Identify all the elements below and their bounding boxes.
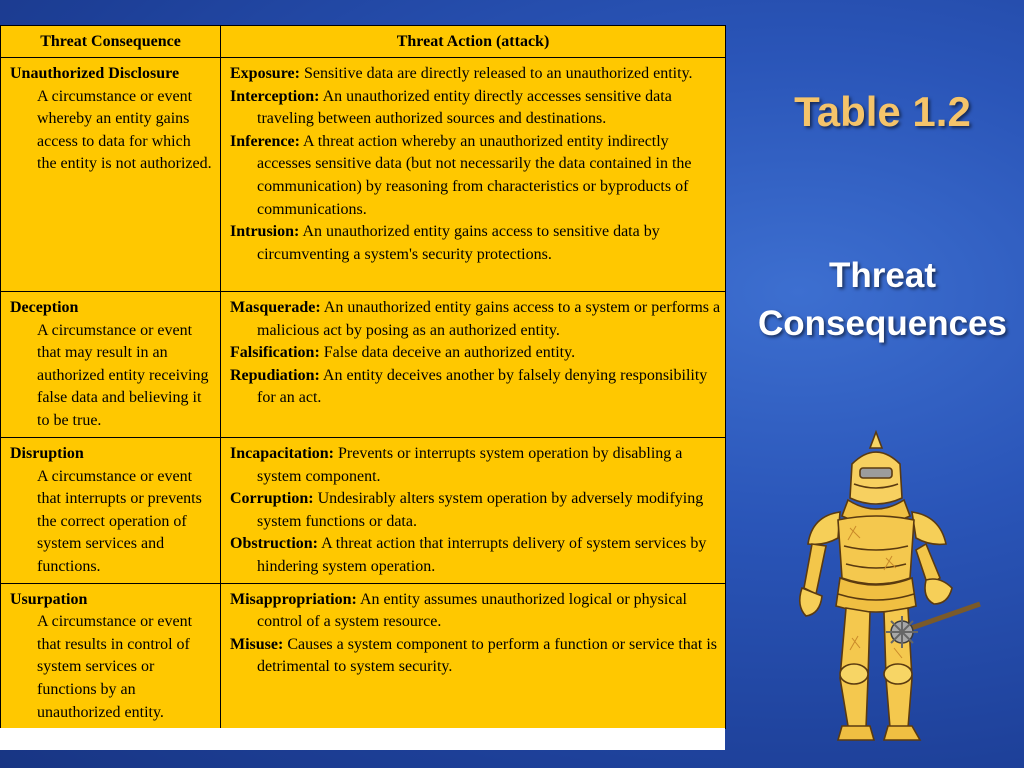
- threat-action: [230, 63, 721, 86]
- consequence-description: A circumstance or event whereby an entity gains access to data for which the entity is not authorized.: [37, 87, 212, 173]
- action-text: An unauthorized entity gains access to a system or performs a malicious act by posing as an authorized entity.: [257, 299, 721, 339]
- threat-action: [230, 488, 721, 533]
- action-name: Inference:: [230, 132, 300, 150]
- header-threat-action: Threat Action (attack): [221, 26, 726, 58]
- threat-action: [230, 131, 721, 221]
- table-row: [1, 292, 726, 438]
- actions-cell: [221, 583, 726, 729]
- action-text: An unauthorized entity directly accesses sensitive data traveling between authorized sources and destinations.: [257, 87, 672, 128]
- threat-action: [230, 443, 721, 488]
- slide-subtitle: [740, 252, 1024, 348]
- slide-title: Table 1.2: [794, 88, 971, 135]
- threat-action: [230, 634, 721, 679]
- action-text: Causes a system component to perform a function or service that is detrimental to system security.: [257, 635, 717, 676]
- consequence-cell: [1, 292, 221, 438]
- subtitle-line-1: Threat: [829, 256, 936, 295]
- actions-cell: [221, 58, 726, 292]
- table-header-row: [1, 26, 726, 58]
- actions-cell: [221, 292, 726, 438]
- table-bottom-strip: [0, 728, 725, 750]
- consequence-name: Disruption: [10, 445, 84, 462]
- consequence-cell: [1, 58, 221, 292]
- consequence-cell: [1, 438, 221, 584]
- action-text: An entity deceives another by falsely denying responsibility for an act.: [257, 366, 708, 407]
- actions-cell: [221, 438, 726, 584]
- action-name: Masquerade:: [230, 299, 321, 316]
- action-name: Intrusion:: [230, 223, 300, 241]
- threat-action: [230, 342, 721, 365]
- table-row: [1, 583, 726, 729]
- consequence-description: A circumstance or event that may result in an authorized entity receiving false data and believing it to be true.: [37, 321, 209, 429]
- action-name: Exposure:: [230, 65, 300, 82]
- action-text: False data deceive an authorized entity.: [323, 344, 576, 362]
- subtitle-line-2: Consequences: [758, 304, 1007, 343]
- action-text: Undesirably alters system operation by adversely modifying system functions or data.: [257, 490, 704, 530]
- table-row: [1, 438, 726, 584]
- consequence-cell: [1, 583, 221, 729]
- threat-consequences-table: [0, 25, 726, 729]
- action-name: Interception:: [230, 87, 320, 105]
- action-text: A threat action that interrupts delivery of system services by hindering system operation.: [257, 535, 707, 575]
- action-name: Incapacitation:: [230, 445, 334, 462]
- action-text: Prevents or interrupts system operation by disabling a system component.: [257, 445, 683, 485]
- action-text: An unauthorized entity gains access to sensitive data by circumventing a system's security protections.: [257, 223, 660, 263]
- table-row: [1, 58, 726, 292]
- consequence-name: Usurpation: [10, 590, 88, 608]
- threat-action: [230, 221, 721, 266]
- consequence-description: A circumstance or event that results in control of system services or functions by an unauthorized entity.: [37, 613, 193, 721]
- threat-consequences-table-wrap: [0, 25, 725, 729]
- action-name: Misuse:: [230, 635, 284, 653]
- threat-action: [230, 365, 721, 410]
- consequence-description: A circumstance or event that interrupts or prevents the correct operation of system services and functions.: [37, 467, 202, 575]
- threat-action: [230, 589, 721, 634]
- action-name: Misappropriation:: [230, 590, 357, 608]
- action-text: A threat action whereby an unauthorized entity indirectly accesses sensitive data (but not necessarily the data contained in the communication) by reasoning from characteristics or byproducts of communications.: [257, 132, 692, 218]
- header-threat-consequence: Threat Consequence: [1, 26, 221, 58]
- action-name: Repudiation:: [230, 366, 320, 384]
- action-name: Corruption:: [230, 490, 314, 508]
- knight-illustration: [790, 428, 1000, 758]
- action-text: An entity assumes unauthorized logical or physical control of a system resource.: [257, 590, 687, 631]
- consequence-name: Unauthorized Disclosure: [10, 65, 180, 82]
- consequence-name: Deception: [10, 299, 79, 316]
- action-name: Obstruction:: [230, 535, 318, 553]
- threat-action: [230, 86, 721, 131]
- action-text: Sensitive data are directly released to an unauthorized entity.: [303, 65, 693, 82]
- threat-action: [230, 533, 721, 578]
- action-name: Falsification:: [230, 344, 320, 362]
- threat-action: [230, 297, 721, 342]
